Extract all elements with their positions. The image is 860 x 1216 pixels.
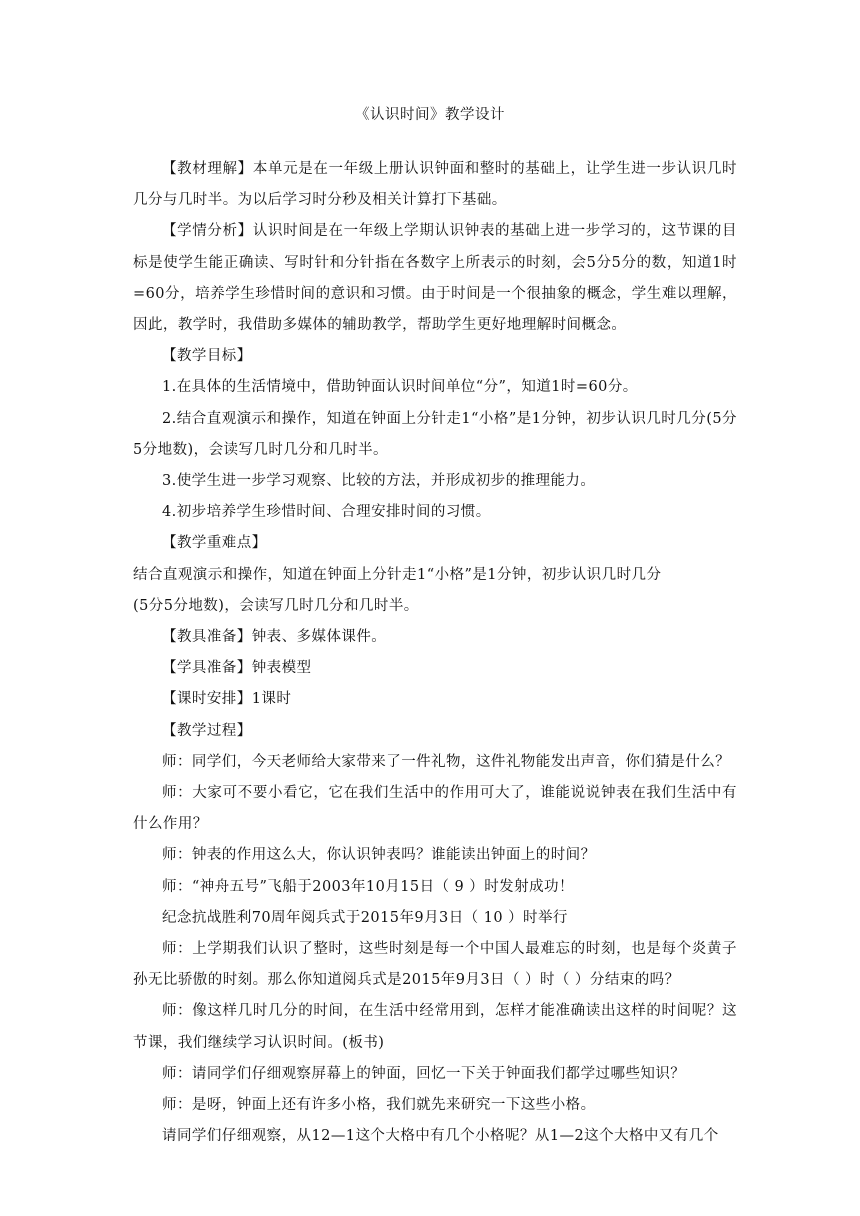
class-hours: 【课时安排】1课时 <box>162 691 292 708</box>
document-body <box>133 154 737 1153</box>
document-title: 《认识时间》教学设计 <box>355 107 505 123</box>
dialogue-line-6: 师：上学期我们认识了整时，这些时刻是每一个中国人最难忘的时刻，也是每个炎黄子孙无比骄傲的时刻。那么你知道阅兵式是2015年9月3日（ ）时（ ）分结束的吗？ <box>133 941 737 989</box>
objective-item-3: 3.使学生进一步学习观察、比较的方法，并形成初步的推理能力。 <box>162 473 596 490</box>
objective-item-1: 1.在具体的生活情境中，借助钟面认识时间单位“分”，知道1时=60分。 <box>162 379 638 396</box>
objective-item-2: 2.结合直观演示和操作，知道在钟面上分针走1“小格”是1分钟，初步认识几时几分(5分5分地数)，会读写几时几分和几时半。 <box>133 410 737 458</box>
dialogue-line-3: 师：钟表的作用这么大，你认识钟表吗？谁能读出钟面上的时间？ <box>162 847 596 864</box>
heading-teaching-objectives: 【教学目标】 <box>162 348 252 365</box>
paragraph-textbook-understanding: 【教材理解】本单元是在一年级上册认识钟面和整时的基础上，让学生进一步认识几时几分与几时半。为以后学习时分秒及相关计算打下基础。 <box>133 161 737 209</box>
paragraph-learner-analysis: 【学情分析】认识时间是在一年级上学期认识钟表的基础上进一步学习的，这节课的目标是使学生能正确读、写时针和分针指在各数字上所表示的时刻，会5分5分的数，知道1时=60分，培养学生珍惜时间的意识和习惯。由于时间是一个很抽象的概念，学生难以理解，因此，教学时，我借助多媒体的辅助教学，帮助学生更好地理解时间概念。 <box>133 223 737 334</box>
heading-key-difficulties: 【教学重难点】 <box>162 535 267 552</box>
dialogue-line-2: 师：大家可不要小看它，它在我们生活中的作用可大了，谁能说说钟表在我们生活中有什么作用？ <box>133 785 737 833</box>
dialogue-line-8: 师：请同学们仔细观察屏幕上的钟面，回忆一下关于钟面我们都学过哪些知识？ <box>162 1065 686 1082</box>
dialogue-line-9: 师：是呀，钟面上还有许多小格，我们就先来研究一下这些小格。 <box>162 1097 596 1114</box>
dialogue-line-1: 师：同学们，今天老师给大家带来了一件礼物，这件礼物能发出声音，你们猜是什么？ <box>162 753 731 770</box>
key-difficulties-line-2: (5分5分地数)，会读写几时几分和几时半。 <box>133 597 419 614</box>
dialogue-line-5: 纪念抗战胜利70周年阅兵式于2015年9月3日（ 10 ）时举行 <box>162 909 568 926</box>
key-difficulties-line-1: 结合直观演示和操作，知道在钟面上分针走1“小格”是1分钟，初步认识几时几分 <box>133 566 662 583</box>
dialogue-line-4: 师：“神舟五号”飞船于2003年10月15日（ 9 ）时发射成功！ <box>162 878 574 895</box>
student-aids: 【学具准备】钟表模型 <box>162 660 312 677</box>
dialogue-line-7: 师：像这样几时几分的时间，在生活中经常用到，怎样才能准确读出这样的时间呢？这节课，我们继续学习认识时间。(板书) <box>133 1003 737 1051</box>
objective-item-4: 4.初步培养学生珍惜时间、合理安排时间的习惯。 <box>162 504 491 521</box>
heading-teaching-process: 【教学过程】 <box>162 722 252 739</box>
teaching-aids: 【教具准备】钟表、多媒体课件。 <box>162 629 387 646</box>
dialogue-line-10: 请同学们仔细观察，从12—1这个大格中有几个小格呢？从1—2这个大格中又有几个 <box>162 1128 719 1145</box>
